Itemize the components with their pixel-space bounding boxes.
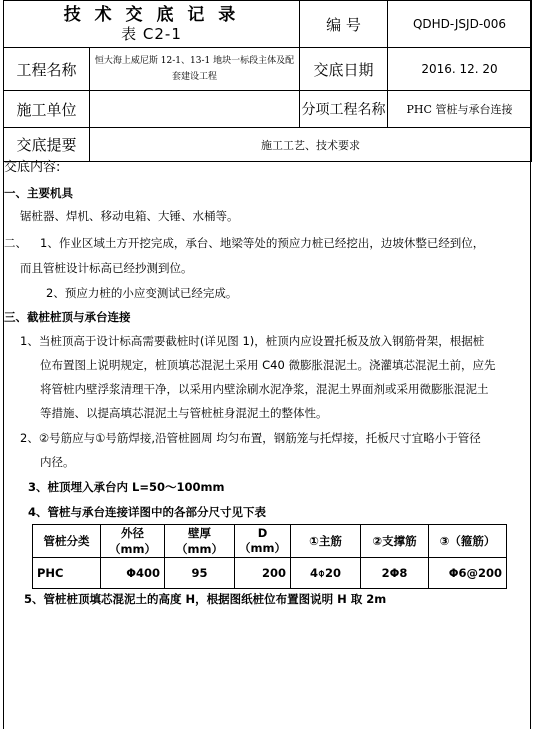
construction-unit-value <box>90 91 300 128</box>
spec-cell: Φ6@200 <box>429 558 507 589</box>
section3-item2-line1: 2、②号筋应与①号筋焊接,沿管桩圆周 均匀布置，钢筋笼与托焊接，托板尺寸宜略小于管径 <box>20 431 481 445</box>
spec-table-row <box>33 558 507 589</box>
spec-table <box>32 524 507 589</box>
subproject-value: PHC 管桩与承台连接 <box>388 91 532 128</box>
project-name-value: 恒大海上威尼斯 12-1、13-1 地块一标段主体及配套建设工程 <box>90 48 300 91</box>
section2-item1-line2: 而且管桩设计标高已经抄测到位。 <box>20 261 193 275</box>
spec-cell: Φ400 <box>101 558 165 589</box>
content-heading: 交底内容: <box>4 160 61 175</box>
section3-item1-line3: 将管桩内壁浮浆清理干净，以采用内壁涂刷水泥净浆，混泥土界面剂或采用微膨胀混泥土 <box>40 382 489 396</box>
header-table <box>3 0 532 162</box>
spec-header-cell: 壁厚（mm） <box>165 525 235 558</box>
spec-cell: PHC <box>33 558 101 589</box>
section3-item1-line2: 位布置图上说明规定，桩顶填芯混泥土采用 C40 微膨胀混泥土。浇灌填芯混泥土前，应先 <box>40 358 496 372</box>
section3-item5: 5、管桩桩顶填芯混泥土的高度 H，根据图纸桩位布置图说明 H 取 2m <box>24 592 387 606</box>
date-value: 2016. 12. 20 <box>388 48 532 91</box>
section2-item1-line1: 1、作业区域土方开挖完成，承台、地梁等处的预应力桩已经挖出，边坡休整已经到位， <box>40 236 485 250</box>
spec-cell: 2Φ8 <box>361 558 429 589</box>
summary-label: 交底提要 <box>4 128 90 162</box>
construction-unit-label: 施工单位 <box>4 91 90 128</box>
section1-title: 一、主要机具 <box>4 186 73 200</box>
number-label: 编 号 <box>300 1 388 48</box>
section2-item2: 2、预应力桩的小应变测试已经完成。 <box>46 286 238 300</box>
spec-header-cell: 管桩分类 <box>33 525 101 558</box>
section1-text: 锯桩器、焊机、移动电箱、大锤、水桶等。 <box>20 209 239 223</box>
section3-title: 三、截桩桩顶与承台连接 <box>4 310 131 324</box>
section3-item1-line4: 等措施、以提高填芯混泥土与管桩桩身混泥土的整体性。 <box>40 406 328 420</box>
project-name-label: 工程名称 <box>4 48 90 91</box>
number-value: QDHD-JSJD-006 <box>388 1 532 48</box>
section3-item3: 3、桩顶埋入承台内 L=50～100mm <box>28 480 225 494</box>
spec-header-cell: 外径（mm） <box>101 525 165 558</box>
summary-value: 施工工艺、技术要求 <box>90 128 532 162</box>
spec-header-cell: ②支撑筋 <box>361 525 429 558</box>
spec-header-cell: ③（箍筋） <box>429 525 507 558</box>
spec-cell: 200 <box>235 558 291 589</box>
form-code: 表 C2-1 <box>121 25 182 43</box>
document-title: 技 术 交 底 记 录 <box>63 5 240 25</box>
spec-cell: 95 <box>165 558 235 589</box>
section3-item1-line1: 1、当桩顶高于设计标高需要截桩时(详见图 1)，桩顶内应设置托板及放入钢筋骨架，根据桩 <box>20 334 485 348</box>
section3-item4: 4、管桩与承台连接详图中的各部分尺寸见下表 <box>28 505 266 519</box>
subproject-label: 分项工程名称 <box>300 91 388 128</box>
spec-header-cell: ①主筋 <box>291 525 361 558</box>
date-label: 交底日期 <box>300 48 388 91</box>
title-cell <box>4 1 300 48</box>
section2-prefix: 二、 <box>4 236 27 250</box>
spec-header-cell: D（mm） <box>235 525 291 558</box>
section3-item2-line2: 内径。 <box>40 455 75 469</box>
spec-table-header-row <box>33 525 507 558</box>
spec-cell: 4⌽20 <box>291 558 361 589</box>
